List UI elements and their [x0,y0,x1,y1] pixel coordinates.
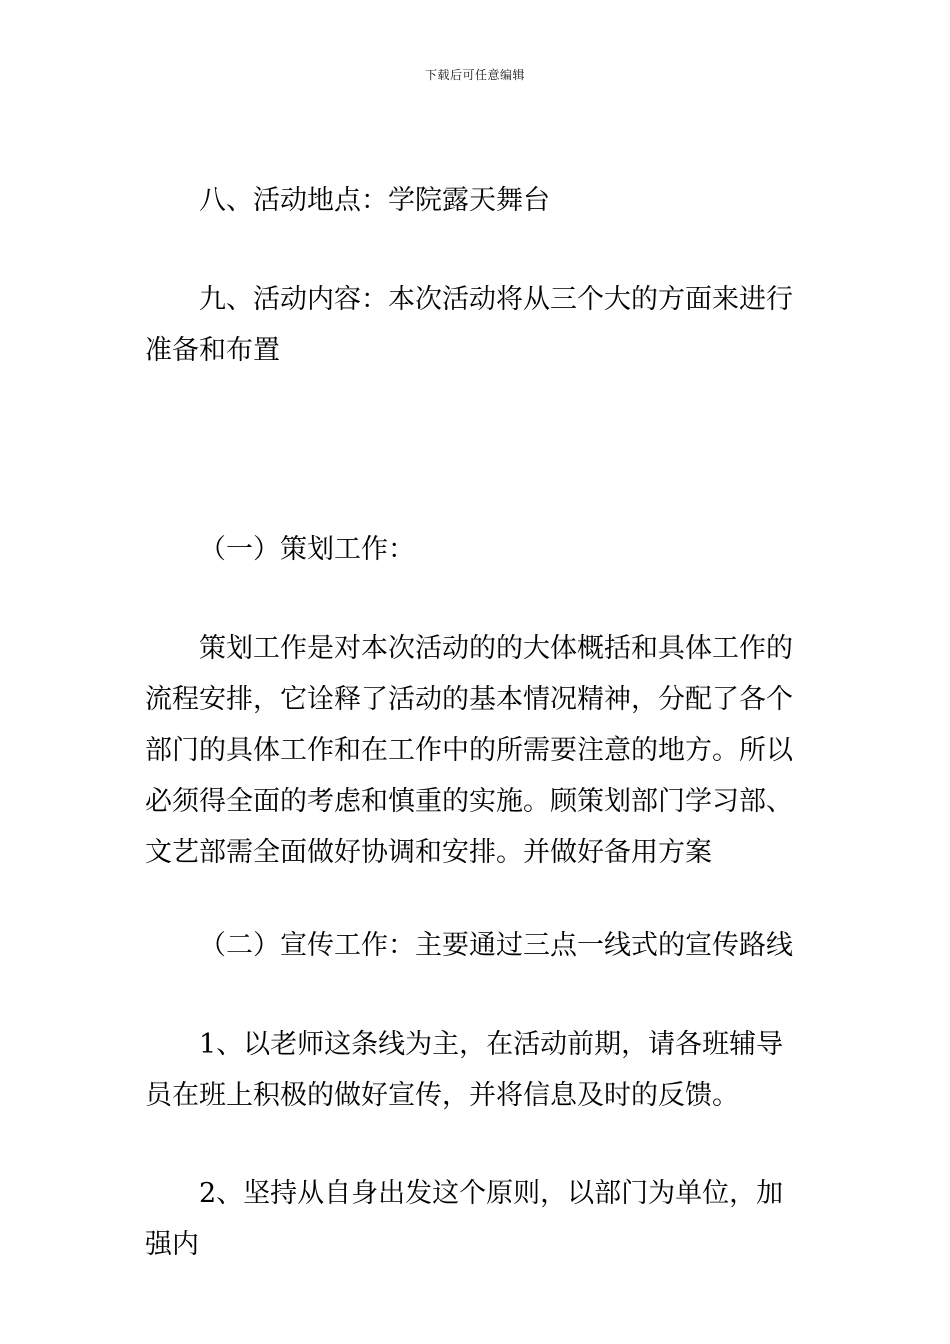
page-header: 下载后可任意编辑 [424,68,525,82]
section-heading-publicity: （二）宣传工作：主要通过三点一线式的宣传路线 [199,930,793,961]
section-heading-planning: （一）策划工作： [199,534,415,565]
paragraph-publicity-item-2: 2、坚持从自身出发这个原则，以部门为单位，加强内 [145,1178,784,1260]
paragraph-activity-location: 八、活动地点：学院露天舞台 [199,185,550,216]
paragraph-planning-details: 策划工作是对本次活动的的大体概括和具体工作的流程安排，它诠释了活动的基本情况精神，分配了各个部门的具体工作和在工作中的所需要注意的地方。所以必须得全面的考虑和慎重的实施。顾策划部门学习部、文艺部需全面做好协调和安排。并做好备用方案 [145,633,793,868]
paragraph-activity-content: 九、活动内容：本次活动将从三个大的方面来进行准备和布置 [145,284,793,366]
paragraph-publicity-item-1: 1、以老师这条线为主，在活动前期，请各班辅导员在班上积极的做好宣传，并将信息及时的反馈。 [145,1029,784,1111]
